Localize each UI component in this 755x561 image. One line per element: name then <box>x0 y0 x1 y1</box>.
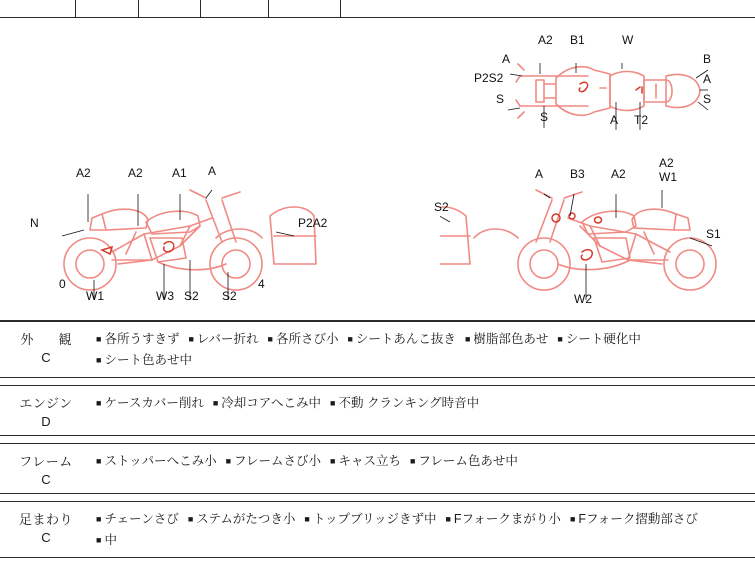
condition-item: ■ シートあんこ抜き <box>347 332 456 346</box>
square-bullet-icon: ■ <box>96 456 102 466</box>
square-bullet-icon: ■ <box>304 514 310 524</box>
diagram-label: P2A2 <box>298 216 328 230</box>
diagram-label: S2 <box>222 289 237 303</box>
diagram-label: A <box>208 164 217 178</box>
top-table-divider <box>268 0 269 18</box>
diagram-label: A2 <box>76 166 91 180</box>
square-bullet-icon: ■ <box>347 334 353 344</box>
condition-category-label: フレーム <box>19 454 73 469</box>
condition-items-cell <box>92 322 755 378</box>
row-spacer <box>0 494 755 502</box>
condition-table <box>0 321 755 558</box>
condition-grade-badge: C <box>41 530 51 545</box>
condition-item: ■ Fフォーク摺動部さび <box>569 512 698 526</box>
right-side-view-drawing <box>440 160 740 300</box>
condition-item: ■ 樹脂部色あせ <box>464 332 549 346</box>
diagram-label: B <box>703 52 712 66</box>
top-table-divider <box>138 0 139 18</box>
top-table-divider <box>200 0 201 18</box>
diagram-label: N <box>30 216 39 230</box>
diagram-label: S <box>540 110 549 124</box>
condition-category-label: エンジン <box>19 396 73 411</box>
diagram-label: A <box>535 167 544 181</box>
square-bullet-icon: ■ <box>445 514 451 524</box>
square-bullet-icon: ■ <box>330 456 336 466</box>
condition-item: ■ Fフォークまがり小 <box>445 512 561 526</box>
square-bullet-icon: ■ <box>96 398 102 408</box>
diagram-label: W3 <box>156 289 174 303</box>
condition-items-line <box>96 451 749 472</box>
diagram-label: S2 <box>184 289 199 303</box>
condition-items-cell <box>92 386 755 436</box>
square-bullet-icon: ■ <box>96 535 102 545</box>
square-bullet-icon: ■ <box>188 334 194 344</box>
damage-diagram-area <box>0 18 755 321</box>
square-bullet-icon: ■ <box>557 334 563 344</box>
condition-item: ■ シート色あせ中 <box>96 353 192 367</box>
square-bullet-icon: ■ <box>212 398 219 408</box>
square-bullet-icon: ■ <box>330 398 336 408</box>
diagram-label: A2 <box>611 167 626 181</box>
condition-item: ■ 各所さび小 <box>267 332 339 346</box>
condition-row <box>0 386 755 436</box>
condition-item: ■ フレーム色あせ中 <box>409 454 518 468</box>
condition-item: ■ シート硬化中 <box>557 332 641 346</box>
condition-item: ■ チェーンさび <box>96 512 179 526</box>
square-bullet-icon: ■ <box>187 514 194 524</box>
diagram-label: 4 <box>258 277 265 291</box>
diagram-label: S <box>496 92 505 106</box>
condition-item: ■ 冷却コアへこみ中 <box>212 396 322 410</box>
diagram-label: A2 <box>128 166 143 180</box>
square-bullet-icon: ■ <box>464 334 471 344</box>
condition-row <box>0 502 755 558</box>
condition-category-label: 外 観 <box>20 332 78 347</box>
condition-items-line <box>96 350 749 371</box>
condition-item: ■ ケースカバー削れ <box>96 396 204 410</box>
diagram-label: P2S2 <box>474 71 504 85</box>
diagram-label: W <box>622 33 634 47</box>
diagram-label: S <box>703 92 712 106</box>
condition-category-cell <box>0 502 92 558</box>
square-bullet-icon: ■ <box>569 514 576 524</box>
diagram-label: 0 <box>59 277 66 291</box>
condition-item: ■ トップブリッジきず中 <box>304 512 437 526</box>
diagram-label: A <box>703 72 712 86</box>
square-bullet-icon: ■ <box>267 334 273 344</box>
condition-category-cell <box>0 386 92 436</box>
condition-item: ■ フレームさび小 <box>225 454 322 468</box>
left-side-view-drawing <box>40 160 340 300</box>
diagram-label: W1 <box>659 170 677 184</box>
condition-category-cell <box>0 444 92 494</box>
square-bullet-icon: ■ <box>96 334 102 344</box>
condition-item: ■ ステムがたつき小 <box>187 512 296 526</box>
condition-items-line <box>96 530 749 551</box>
condition-category-label: 足まわり <box>18 512 73 527</box>
condition-category-cell <box>0 322 92 378</box>
diagram-label: A2 <box>659 156 674 170</box>
diagram-label: S1 <box>706 227 721 241</box>
diagram-label: B3 <box>570 167 585 181</box>
diagram-label: T2 <box>634 113 649 127</box>
top-table-strip <box>0 0 755 18</box>
diagram-label: W1 <box>86 289 104 303</box>
row-spacer <box>0 436 755 444</box>
condition-grade-badge: C <box>41 350 51 365</box>
condition-item: ■ 中 <box>96 533 117 547</box>
condition-items-line <box>96 329 749 350</box>
condition-item: ■ 不動 クランキング時音中 <box>330 396 480 410</box>
diagram-label: A2 <box>538 33 553 47</box>
diagram-label: A <box>610 113 619 127</box>
condition-item: ■ レバー折れ <box>188 332 259 346</box>
square-bullet-icon: ■ <box>96 514 102 524</box>
diagram-label: A <box>502 52 511 66</box>
square-bullet-icon: ■ <box>409 456 416 466</box>
condition-grade-badge: C <box>41 472 51 487</box>
top-table-divider <box>340 0 341 18</box>
condition-items-cell <box>92 444 755 494</box>
condition-items-cell <box>92 502 755 558</box>
diagram-label: S2 <box>434 200 449 214</box>
condition-row <box>0 322 755 378</box>
condition-item: ■ ストッパーへこみ小 <box>96 454 217 468</box>
condition-item: ■ 各所うすきず <box>96 332 180 346</box>
diagram-label: A1 <box>172 166 187 180</box>
condition-item: ■ キャス立ち <box>330 454 401 468</box>
diagram-label: B1 <box>570 33 585 47</box>
top-table-divider <box>75 0 76 18</box>
condition-grade-badge: D <box>41 414 51 429</box>
row-spacer <box>0 378 755 386</box>
condition-items-line <box>96 509 749 530</box>
square-bullet-icon: ■ <box>96 355 102 365</box>
condition-row <box>0 444 755 494</box>
condition-items-line <box>96 393 749 414</box>
diagram-label: W2 <box>574 292 592 306</box>
square-bullet-icon: ■ <box>225 456 232 466</box>
